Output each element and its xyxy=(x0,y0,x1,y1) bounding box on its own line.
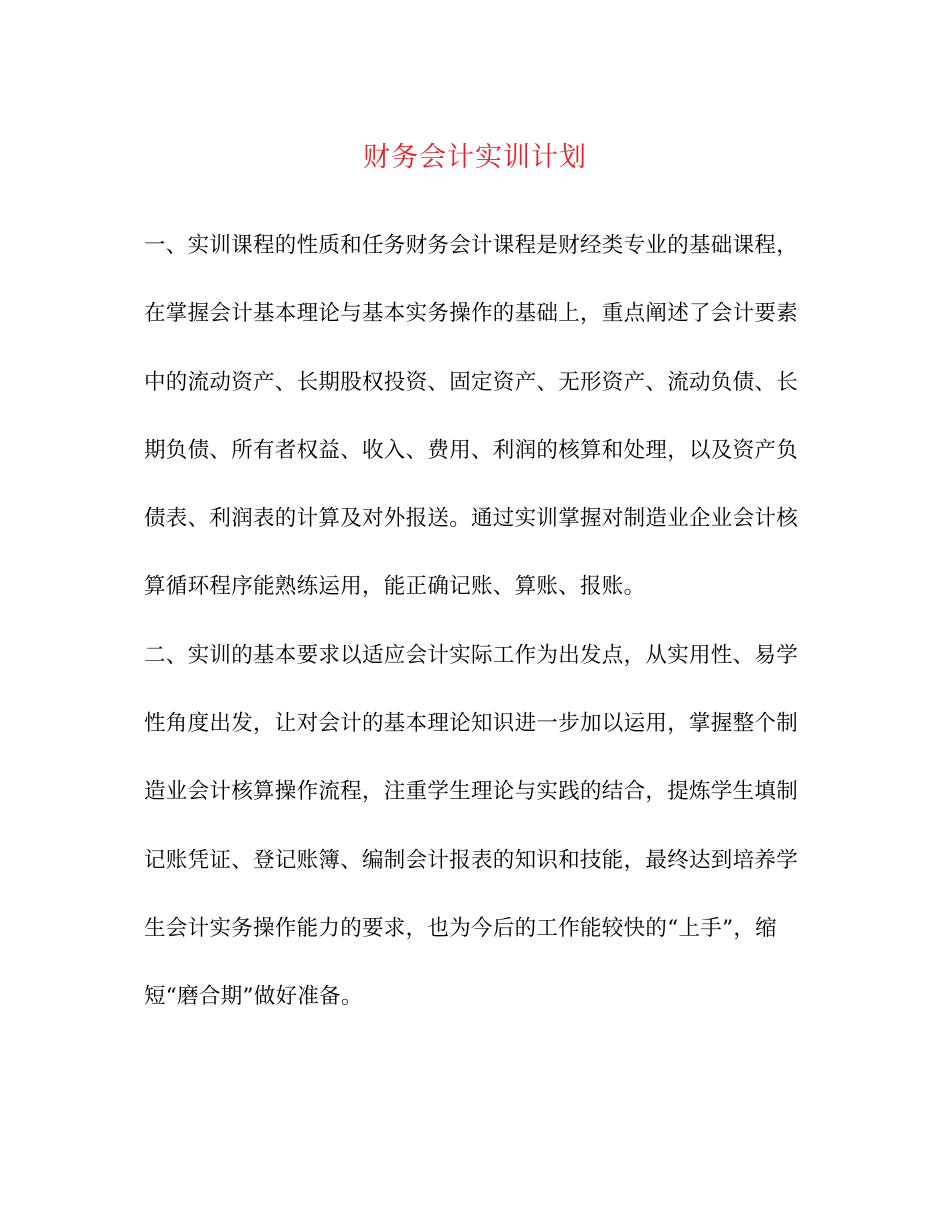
body-line: 造业会计核算操作流程，注重学生理论与实践的结合，提炼学生填制 xyxy=(144,779,799,805)
body-line: 一、实训课程的性质和任务财务会计课程是财经类专业的基础课程， xyxy=(144,233,799,258)
body-line: 性角度出发，让对会计的基本理论知识进一步加以运用，掌握整个制 xyxy=(144,711,799,737)
body-line: 算循环程序能熟练运用，能正确记账、算账、报账。 xyxy=(144,574,646,600)
body-line: 债表、利润表的计算及对外报送。通过实训掌握对制造业企业会计核 xyxy=(144,506,799,532)
body-line: 二、实训的基本要求以适应会计实际工作为出发点，从实用性、易学 xyxy=(144,642,799,668)
body-line: 短“磨合期”做好准备。 xyxy=(144,984,363,1010)
body-line: 在掌握会计基本理论与基本实务操作的基础上，重点阐述了会计要素 xyxy=(144,301,799,327)
body-line: 中的流动资产、长期股权投资、固定资产、无形资产、流动负债、长 xyxy=(144,369,799,395)
document-title: 财务会计实训计划 xyxy=(363,142,587,173)
document-body xyxy=(144,222,800,1042)
body-line: 期负债、所有者权益、收入、费用、利润的核算和处理，以及资产负 xyxy=(144,437,799,463)
body-line: 生会计实务操作能力的要求，也为今后的工作能较快的“上手”，缩 xyxy=(144,915,777,941)
body-line: 记账凭证、登记账簿、编制会计报表的知识和技能，最终达到培养学 xyxy=(144,847,799,873)
